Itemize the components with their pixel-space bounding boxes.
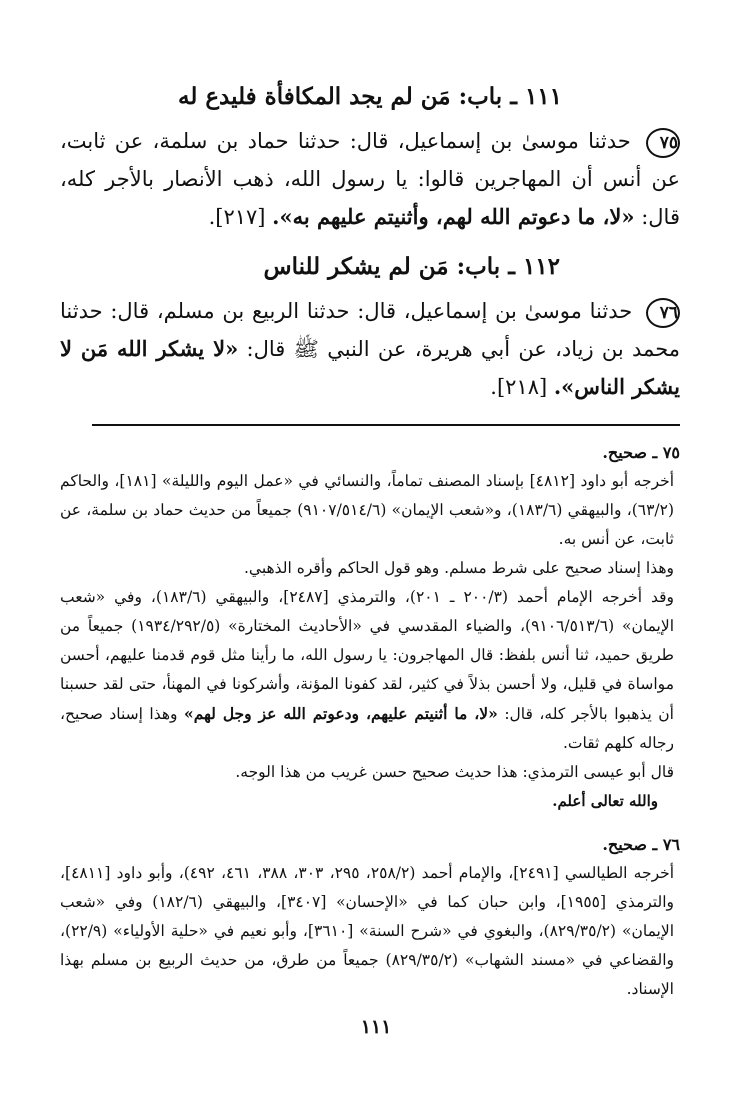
hadith-76 xyxy=(60,292,680,406)
footnote-heading: ٧٦ ـ صحيح. xyxy=(602,835,680,854)
footnote-75 xyxy=(60,438,680,816)
footnote-paragraph: قال أبو عيسى الترمذي: هذا حديث صحيح حسن غريب من هذا الوجه. xyxy=(235,763,674,781)
hadith-text: حدثنا موسىٰ بن إسماعيل، قال: حدثنا حماد بن سلمة، عن ثابت، عن أنس أن المهاجرين قالوا: يا رسول الله، ذهب الأنصار بالأجر كله، قال: xyxy=(60,129,680,229)
footnote-paragraph: أخرجه الطيالسي [٢٤٩١]، والإمام أحمد (٢٥٨/٢، ٢٩٥، ٣٠٣، ٣٨٨، ٤٦١، ٤٩٢)، وأبو داود [٤٨١١]، والترمذي [١٩٥٥]، وابن حبان كما في «الإحسان» [٣٤٠٧]، والبيهقي (١٨٢/٦) وفي «شعب الإيمان» (٨٢٩/٣٥/٢)، والبغوي في «شرح السنة» [٣٦١٠]، وأبو نعيم في «حلية الأولياء» (٢٢/٩)، والقضاعي في «مسند الشهاب» (٨٢٩/٣٥/٢) جميعاً من طرق، من حديث الربيع بن مسلم بهذا الإسناد. xyxy=(60,864,675,998)
footnote-76 xyxy=(60,830,680,1004)
footnote-matn: «لا، ما أثنيتم عليهم، ودعوتم الله عز وجل لهم» xyxy=(184,704,498,723)
page-number: ١١١ xyxy=(360,1016,392,1038)
hadith-number-badge: ٧٥ xyxy=(646,128,680,158)
hadith-number-badge: ٧٦ xyxy=(646,298,680,328)
chapter-112-title: ١١٢ ـ باب: مَن لم يشكر للناس xyxy=(263,253,560,280)
footnote-divider xyxy=(92,424,680,426)
chapter-111-title: ١١١ ـ باب: مَن لم يجد المكافأة فليدع له xyxy=(177,83,563,110)
hadith-ref: [٢١٧]. xyxy=(208,205,266,229)
hadith-matn: «لا يشكر الله مَن لا يشكر الناس». xyxy=(60,336,680,399)
footnote-heading: ٧٥ ـ صحيح. xyxy=(602,443,680,462)
footnote-paragraph: وهذا إسناد صحيح على شرط مسلم. وهو قول الحاكم وأقره الذهبي. xyxy=(243,559,674,577)
footnote-text: وقد أخرجه الإمام أحمد (٢٠٠/٣ ـ ٢٠١)، والترمذي [٢٤٨٧]، والبيهقي (١٨٣/٦)، وفي «شعب الإيمان» (٩١٠٦/٥١٣/٦)، والضياء المقدسي في «الأحاديث المختارة» (١٩٣٤/٢٩٢/٥) جميعاً من طريق حميد، ثنا أنس بلفظ: قال المهاجرون: يا رسول الله، ما رأينا مثل قوم قدمنا عليهم، أحسن مواساة في قليل، ولا أحسن بذلاً في كثير، لقد كفونا المؤنة، وأشركونا في المهنأ، حتى لقد حسبنا أن يذهبوا بالأجر كله، قال: xyxy=(60,588,674,723)
footnote-paragraph xyxy=(60,583,680,758)
hadith-ref: [٢١٨]. xyxy=(490,375,548,399)
hadith-75 xyxy=(60,122,680,236)
hadith-matn: «لا، ما دعوتم الله لهم، وأثنيتم عليهم به». xyxy=(272,204,635,229)
page-body xyxy=(60,70,680,1004)
closing-phrase: والله تعالى أعلم. xyxy=(552,792,658,810)
footnote-text: وهذا إسناد صحيح، رجاله كلهم ثقات. xyxy=(60,705,674,752)
footnote-paragraph: أخرجه أبو داود [٤٨١٢] بإسناد المصنف تماماً، والنسائي في «عمل اليوم والليلة» [١٨١]، والحاكم (٦٣/٢)، والبيهقي (١٨٣/٦)، و«شعب الإيمان» (٩١٠٧/٥١٤/٦) جميعاً من حديث حماد بن سلمة، عن ثابت، عن أنس به. xyxy=(60,472,675,548)
spacer xyxy=(60,816,680,830)
hadith-text: حدثنا موسىٰ بن إسماعيل، قال: حدثنا الربيع بن مسلم، قال: حدثنا محمد بن زياد، عن أبي هريرة، عن النبي ﷺ قال: xyxy=(60,299,681,361)
